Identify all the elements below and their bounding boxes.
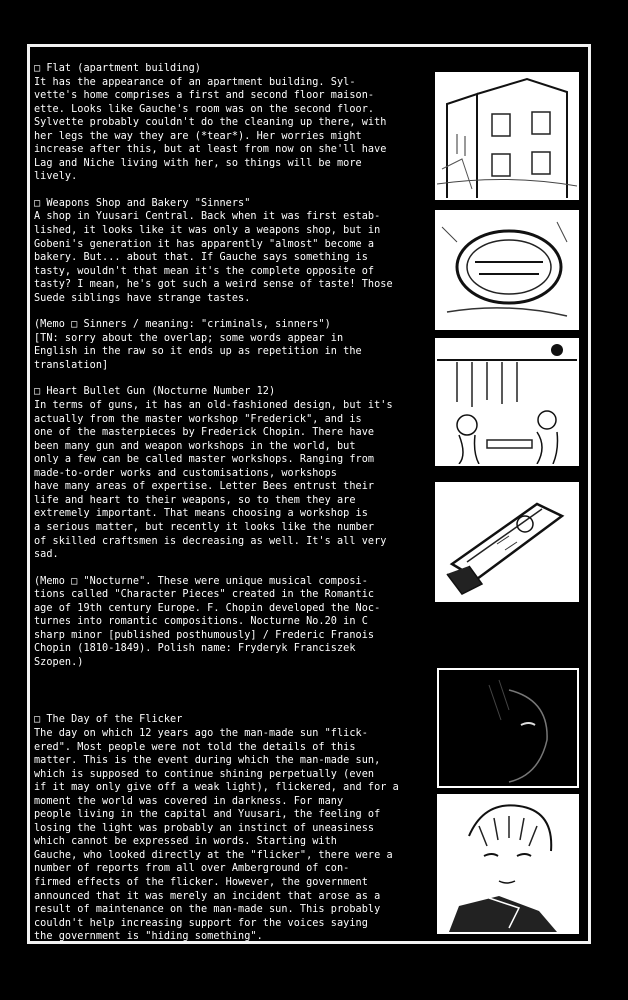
text-line: translation] (34, 359, 109, 371)
text-line: bakery. But... about that. If Gauche says something is (34, 252, 368, 264)
text-line: sharp minor [published posthumously] / Frederic Franois (34, 629, 375, 641)
section-heading-line: □ Weapons Shop and Bakery "Sinners" (34, 197, 251, 209)
text-line: Gobeni's generation it has apparently "almost" become a (34, 238, 375, 250)
section-gap (34, 184, 426, 197)
text-line: of skilled craftsmen is decreasing as well. It's all very (34, 535, 387, 547)
text-line: Sylvette probably couldn't do the cleaning up there, with (34, 117, 387, 129)
workshop-illustration (435, 338, 579, 466)
text-line: tions called "Character Pieces" created in the Romantic (34, 589, 375, 601)
text-section (34, 575, 426, 670)
text-line: vette's home comprises a first and second floor maison- (34, 90, 375, 102)
gun-illustration (435, 482, 579, 602)
section-heading-line: □ Heart Bullet Gun (Nocturne Number 12) (34, 386, 276, 398)
section-heading-line: (Memo □ "Nocturne". These were unique musical composi- (34, 575, 368, 587)
text-section (34, 385, 426, 561)
text-line: result of maintenance on the man-made sun. This probably (34, 904, 381, 916)
section-heading-line: (Memo □ Sinners / meaning: "criminals, sinners") (34, 319, 331, 331)
text-section (34, 197, 426, 305)
text-line: life and heart to their weapons, so to them they are (34, 494, 356, 506)
text-line: sad. (34, 549, 59, 561)
text-line: In terms of guns, it has an old-fashioned design, but it's (34, 400, 393, 412)
section-gap (34, 562, 426, 575)
text-line: losing the light was probably an instinct of uneasiness (34, 822, 375, 834)
text-line: extremely important. That means choosing a workshop is (34, 508, 368, 520)
text-line: ette. Looks like Gauche's room was on the second floor. (34, 103, 375, 115)
text-line: which is supposed to continue shining perpetually (even (34, 768, 375, 780)
text-line: Szopen.) (34, 656, 84, 668)
text-line: A shop in Yuusari Central. Back when it was first estab- (34, 211, 381, 223)
text-section (34, 62, 426, 184)
child-portrait-illustration (437, 794, 579, 934)
text-section (34, 318, 426, 372)
section-gap (34, 372, 426, 385)
text-line: Suede siblings have strange tastes. (34, 292, 251, 304)
text-line: tasty, wouldn't that mean it's the complete opposite of (34, 265, 375, 277)
section-heading-line: □ Flat (apartment building) (34, 63, 201, 74)
text-line: lively. (34, 171, 78, 183)
text-line: age of 19th century Europe. F. Chopin developed the Noc- (34, 602, 381, 614)
text-line: actually from the master workshop "Frederick", and is (34, 413, 362, 425)
text-line: lished, it looks like it was only a weapons shop, but in (34, 225, 381, 237)
text-line: a serious matter, but recently it looks like the number (34, 521, 375, 533)
text-line: moment the world was covered in darkness. For many (34, 795, 344, 807)
text-line: Gauche, who looked directly at the "flicker", there were a (34, 849, 393, 861)
text-line: one of the masterpieces by Frederick Chopin. There have (34, 427, 375, 439)
text-line: couldn't help increasing support for the voices saying (34, 917, 368, 929)
text-line: tasty? I mean, he's got such a weird sense of taste! Those (34, 279, 393, 291)
text-line: if it may only give off a weak light), flickered, and for a (34, 782, 399, 794)
text-line: have many areas of expertise. Letter Bees entrust their (34, 481, 375, 493)
text-line: people living in the capital and Yuusari, the feeling of (34, 809, 381, 821)
text-line: Lag and Niche living with her, so things will be more (34, 157, 362, 169)
flat-illustration (435, 72, 579, 200)
text-line: [TN: sorry about the overlap; some words appear in (34, 332, 344, 344)
text-column (34, 62, 426, 944)
text-line: English in the raw so it ends up as repetition in the (34, 346, 362, 358)
text-line: been many gun and weapon workshops in the world, but (34, 440, 356, 452)
text-line: made-to-order works and customisations, workshops (34, 467, 337, 479)
section-heading-line: □ The Day of the Flicker (34, 714, 183, 726)
text-line: which cannot be expressed in words. Starting with (34, 836, 337, 848)
text-line: Chopin (1810-1849). Polish name: Fryderyk Franciszek (34, 643, 356, 655)
text-line: number of reports from all over Amberground of con- (34, 863, 350, 875)
text-line: firmed effects of the flicker. However, the government (34, 876, 368, 888)
text-line: matter. This is the event during which the man-made sun, (34, 755, 381, 767)
text-line: only a few can be called master workshops. Ranging from (34, 454, 375, 466)
text-line: her legs the way they are (*tear*). Her worries might (34, 130, 362, 142)
text-line: announced that it was merely an incident that arose as a (34, 890, 381, 902)
text-section (34, 713, 426, 943)
dark-face-illustration (437, 668, 579, 788)
section-gap (34, 305, 426, 318)
text-line: ered". Most people were not told the details of this (34, 741, 356, 753)
text-line: increase after this, but at least from now on she'll have (34, 144, 387, 156)
text-line: turnes into romantic compositions. Nocturne No.20 in C (34, 616, 368, 628)
text-line: It has the appearance of an apartment building. Syl- (34, 76, 356, 88)
text-line: The day on which 12 years ago the man-made sun "flick- (34, 727, 368, 739)
section-gap (34, 669, 426, 713)
shop-sign-illustration (435, 210, 579, 330)
text-line: the government is "hiding something". (34, 931, 263, 943)
